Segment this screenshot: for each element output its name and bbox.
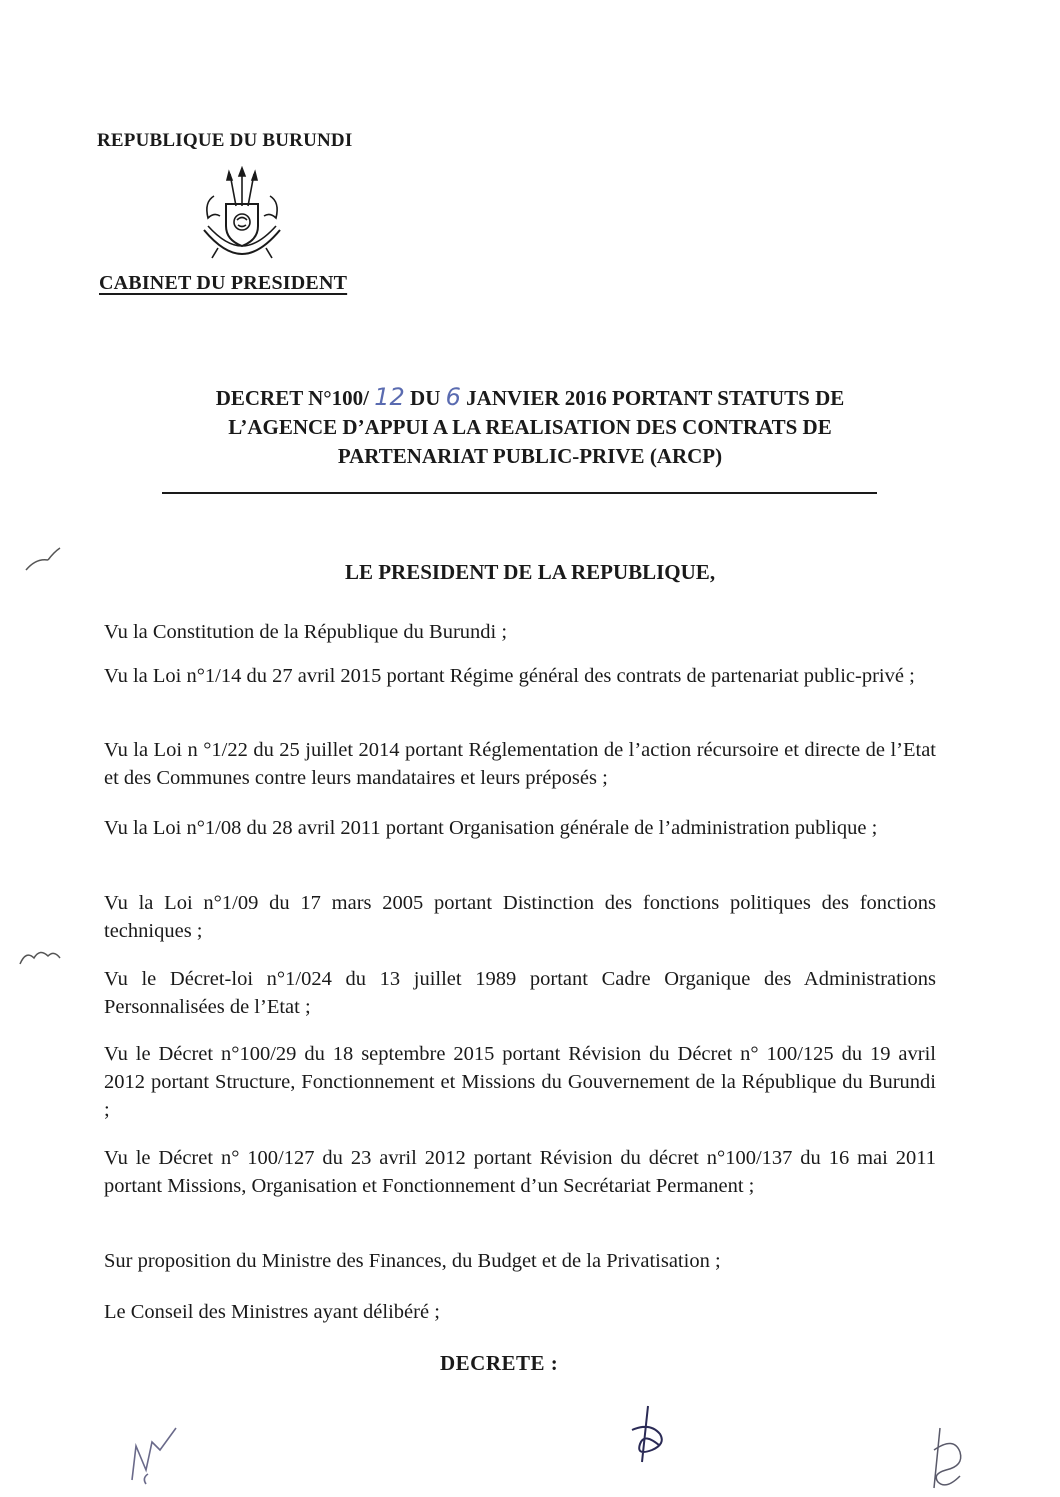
decree-title-line-3: PARTENARIAT PUBLIC-PRIVE (ARCP) xyxy=(337,444,723,468)
consideration-5: Vu la Loi n°1/09 du 17 mars 2005 portant Distinction des fonctions politiques des fonctions techniques ; xyxy=(104,892,936,942)
consideration-8: Vu le Décret n° 100/127 du 23 avril 2012 portant Révision du décret n°100/137 du 16 mai 2011 portant Missions, Organisation et Fonctionnement d’un Secrétariat Permanent ; xyxy=(104,1147,936,1197)
consideration-1: Vu la Constitution de la République du Burundi ; xyxy=(104,621,508,643)
title-divider xyxy=(162,492,877,494)
consideration-2: Vu la Loi n°1/14 du 27 avril 2015 portant Régime général des contrats de partenariat public-privé ; xyxy=(104,665,915,687)
decree-title-line-1 xyxy=(80,383,980,413)
initials-signature-icon xyxy=(124,1410,188,1490)
burundi-coat-of-arms-icon xyxy=(190,166,294,270)
handwritten-decree-number: 12 xyxy=(374,383,405,411)
consideration-7: Vu le Décret n°100/29 du 18 septembre 2015 portant Révision du Décret n° 100/125 du 19 avril 2012 portant Structure, Fonctionnement et Missions du Gouvernement de la République du Burundi ; xyxy=(104,1043,936,1121)
margin-mark-icon xyxy=(22,544,66,580)
margin-mark-icon xyxy=(16,942,64,974)
consideration-3: Vu la Loi n °1/22 du 25 juillet 2014 portant Réglementation de l’action récursoire et directe de l’Etat et des Communes contre leurs mandataires et leurs préposés ; xyxy=(104,739,936,789)
consideration-9: Sur proposition du Ministre des Finances, du Budget et de la Privatisation ; xyxy=(104,1250,721,1272)
decree-date-rest: JANVIER 2016 PORTANT STATUTS DE xyxy=(466,386,845,410)
decree-du: DU xyxy=(410,386,441,410)
consideration-4: Vu la Loi n°1/08 du 28 avril 2011 portant Organisation générale de l’administration publique ; xyxy=(104,817,878,839)
initials-signature-icon xyxy=(618,1402,678,1472)
decree-title xyxy=(80,383,980,471)
republic-heading: REPUBLIQUE DU BURUNDI xyxy=(97,130,353,151)
consideration-6: Vu le Décret-loi n°1/024 du 13 juillet 1989 portant Cadre Organique des Administrations Personnalisées de l’Etat ; xyxy=(104,968,936,1018)
president-heading: LE PRESIDENT DE LA REPUBLIQUE, xyxy=(344,560,716,584)
initials-signature-icon xyxy=(920,1420,980,1496)
decree-title-line-2: L’AGENCE D’APPUI A LA REALISATION DES CONTRATS DE xyxy=(228,415,832,439)
consideration-10: Le Conseil des Ministres ayant délibéré ; xyxy=(104,1301,440,1323)
handwritten-day: 6 xyxy=(445,383,461,411)
decree-number-prefix: DECRET N°100/ xyxy=(215,386,369,410)
cabinet-heading: CABINET DU PRESIDENT xyxy=(99,272,348,294)
decrete-heading: DECRETE : xyxy=(440,1351,559,1375)
